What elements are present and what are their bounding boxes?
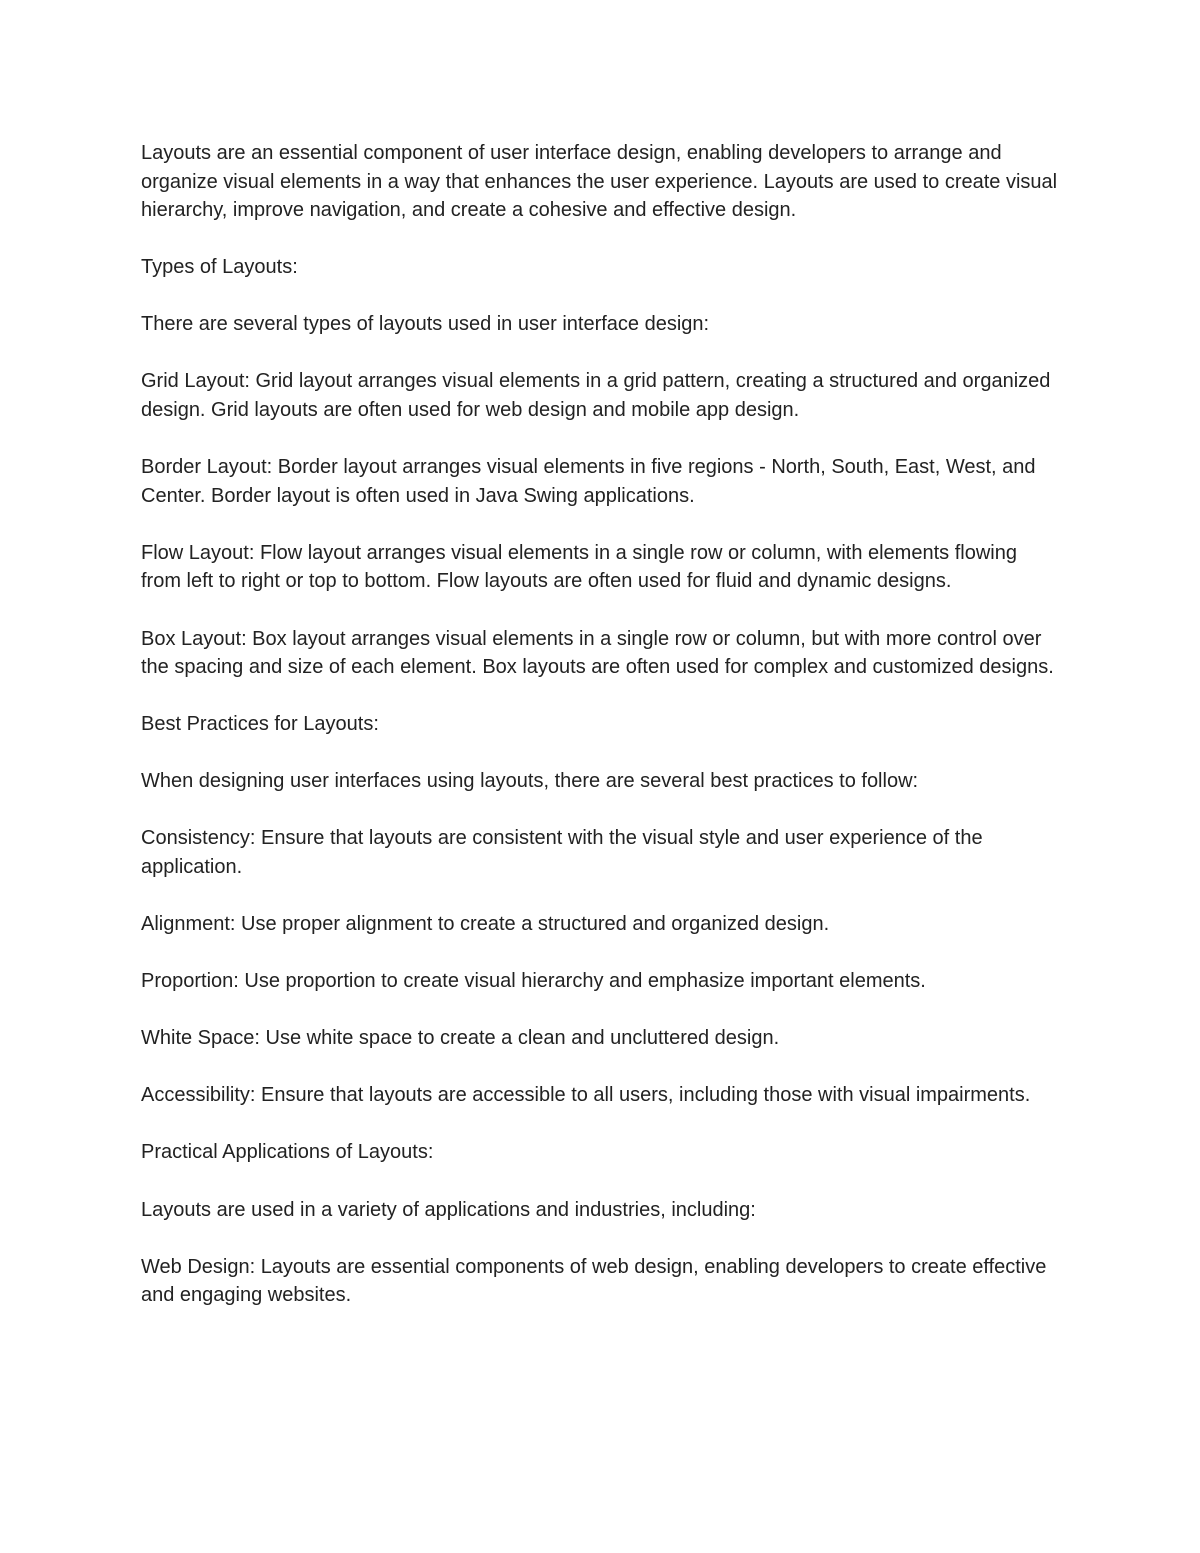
- proportion-paragraph: Proportion: Use proportion to create visual hierarchy and emphasize important elements.: [141, 970, 926, 993]
- accessibility-paragraph: Accessibility: Ensure that layouts are accessible to all users, including those with visual impairments.: [141, 1084, 1031, 1107]
- white-space-paragraph: White Space: Use white space to create a clean and uncluttered design.: [141, 1027, 780, 1050]
- intro-paragraph: Layouts are an essential component of user interface design, enabling developers to arrange and organize visual elements in a way that enhances the user experience. Layouts are used to create visual hierarchy, improve navigation, and create a cohesive and effective design.: [141, 142, 1058, 222]
- applications-intro-paragraph: Layouts are used in a variety of applications and industries, including:: [141, 1198, 756, 1221]
- section-heading-best-practices: Best Practices for Layouts:: [141, 713, 379, 736]
- box-layout-paragraph: Box Layout: Box layout arranges visual elements in a single row or column, but with more control over the spacing and size of each element. Box layouts are often used for complex and customized designs.: [141, 627, 1054, 679]
- border-layout-paragraph: Border Layout: Border layout arranges visual elements in five regions - North, South, East, West, and Center. Border layout is often used in Java Swing applications.: [141, 456, 1036, 507]
- section-heading-types: Types of Layouts:: [141, 256, 298, 279]
- alignment-paragraph: Alignment: Use proper alignment to create a structured and organized design.: [141, 913, 830, 936]
- best-practices-intro-paragraph: When designing user interfaces using layouts, there are several best practices to follow:: [141, 770, 919, 793]
- types-intro-paragraph: There are several types of layouts used in user interface design:: [141, 313, 710, 336]
- section-heading-applications: Practical Applications of Layouts:: [141, 1141, 434, 1164]
- grid-layout-paragraph: Grid Layout: Grid layout arranges visual elements in a grid pattern, creating a structured and organized design. Grid layouts are often used for web design and mobile app design.: [141, 370, 1051, 422]
- consistency-paragraph: Consistency: Ensure that layouts are consistent with the visual style and user experience of the application.: [141, 827, 983, 878]
- flow-layout-paragraph: Flow Layout: Flow layout arranges visual elements in a single row or column, with elements flowing from left to right or top to bottom. Flow layouts are often used for fluid and dynamic designs.: [141, 541, 1017, 593]
- web-design-paragraph: Web Design: Layouts are essential components of web design, enabling developers to create effective and engaging websites.: [141, 1255, 1047, 1307]
- document-page: [141, 139, 1061, 1338]
